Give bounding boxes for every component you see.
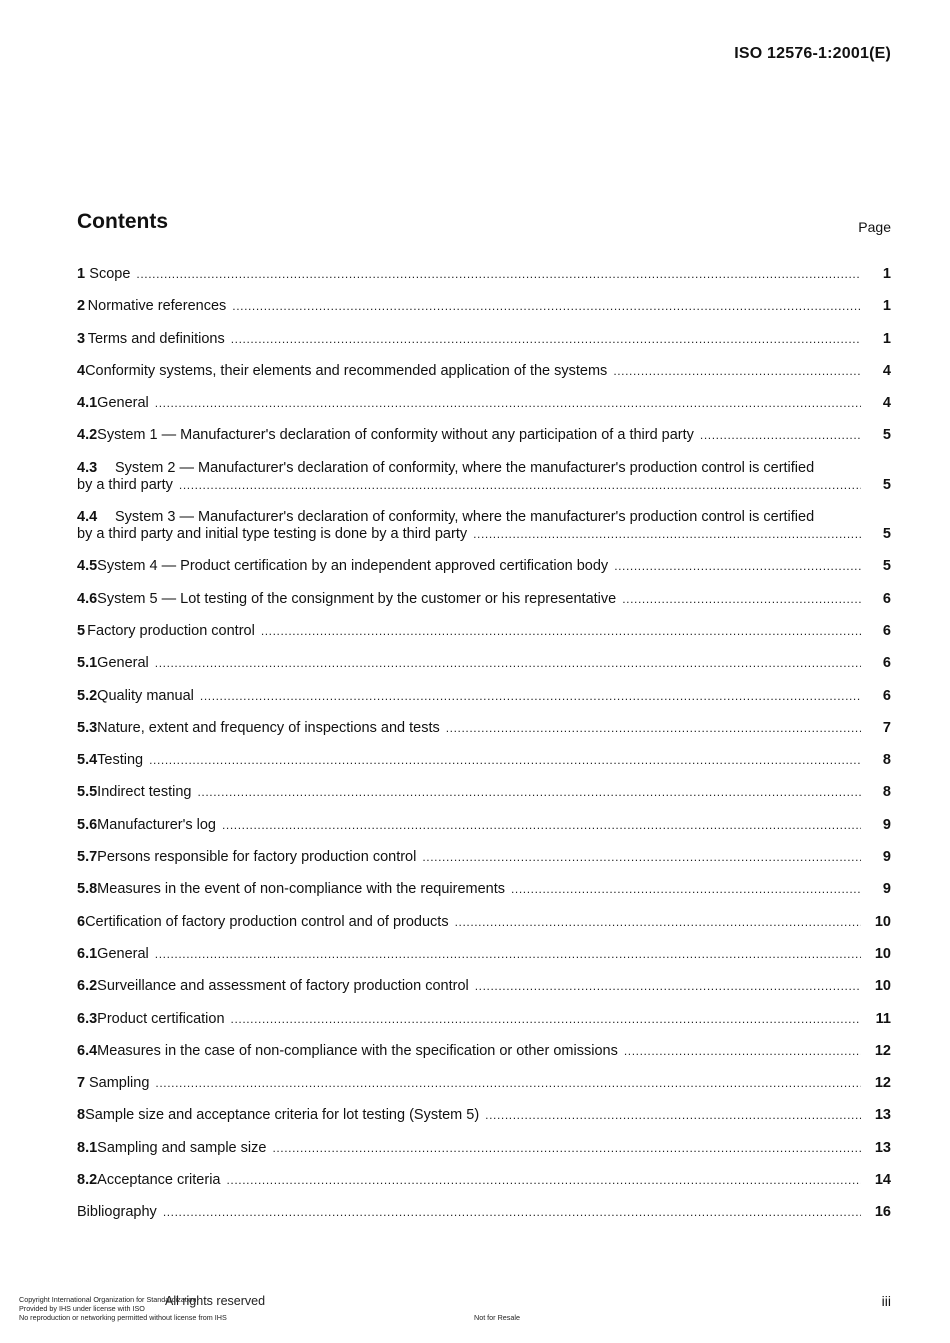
toc-entry-page: 10: [874, 945, 891, 962]
toc-entry-page: 8: [882, 752, 891, 769]
toc-entry[interactable]: [77, 298, 891, 315]
toc-entry[interactable]: [77, 1172, 891, 1189]
toc-entry-page: 9: [882, 816, 891, 833]
toc-entry-title: Scope: [89, 266, 131, 282]
dot-leader: [614, 558, 861, 575]
toc-entry-page: 8: [882, 784, 891, 801]
toc-entry-title: Product certification: [97, 1010, 225, 1027]
toc-entry-number: 6.1: [77, 945, 98, 962]
dot-leader: [155, 655, 861, 672]
toc-entry[interactable]: [77, 752, 891, 769]
toc-entry[interactable]: [77, 946, 891, 963]
toc-entry-number: 4.1: [77, 395, 98, 412]
toc-entry[interactable]: [77, 1043, 891, 1060]
dot-leader: [231, 331, 861, 348]
toc-entry[interactable]: [77, 363, 891, 380]
toc-entry-number: 7: [77, 1075, 86, 1092]
toc-entry-number: 2: [77, 298, 86, 315]
toc-entry-page: 12: [874, 1042, 891, 1059]
toc-entry-page: 11: [875, 1010, 891, 1027]
toc-entry[interactable]: [77, 427, 891, 444]
toc-entry-number: 5.3: [77, 719, 98, 736]
toc-entry-title: System 5 — Lot testing of the consignment by the customer or his representative: [97, 590, 617, 607]
dot-leader: [261, 623, 861, 640]
dot-leader: [613, 363, 861, 380]
toc-entry-number: 6.3: [77, 1010, 98, 1027]
toc-entry[interactable]: [77, 331, 891, 348]
toc-entry-page: 4: [882, 362, 891, 379]
not-for-resale: Not for Resale: [474, 1313, 520, 1322]
toc-entry-page: 10: [874, 913, 891, 930]
toc-entry-title: Surveillance and assessment of factory production control: [97, 978, 469, 995]
dot-leader: [226, 1172, 861, 1189]
copyright-line: No reproduction or networking permitted without license from IHS: [19, 1313, 227, 1322]
dot-leader: [136, 266, 861, 283]
dot-leader: [622, 591, 861, 608]
toc-entry-page: 9: [882, 849, 891, 866]
toc-entry-number: 8: [77, 1107, 86, 1124]
toc-entry-page: 6: [882, 590, 891, 607]
dot-leader: [231, 1011, 861, 1028]
toc-entry[interactable]: [77, 720, 891, 737]
toc-entry-title: Certification of factory production control and of products: [85, 913, 449, 930]
toc-entry-title: Indirect testing: [97, 784, 192, 801]
page-column-label: Page: [858, 219, 891, 235]
toc-entry-number: 1: [77, 266, 86, 282]
toc-entry-title: System 4 — Product certification by an independent approved certification body: [97, 558, 609, 575]
toc-entry[interactable]: [77, 266, 891, 283]
toc-entry-title: Nature, extent and frequency of inspections and tests: [97, 719, 440, 736]
toc-entry-page: 5: [882, 427, 891, 444]
document-id: ISO 12576-1:2001(E): [734, 45, 891, 62]
toc-entry-title: General: [97, 655, 149, 672]
toc-entry-number: 4.6: [77, 590, 98, 607]
toc-entry-title: System 2 — Manufacturer's declaration of conformity, where the manufacturer's production control is certified: [115, 459, 815, 476]
toc-entry[interactable]: [77, 395, 891, 412]
toc-entry[interactable]: [77, 1011, 891, 1028]
toc-entry-number: 5.5: [77, 784, 98, 801]
toc-entry-page: 7: [882, 719, 891, 736]
toc-entry-page: 5: [882, 526, 891, 543]
dot-leader: [624, 1043, 861, 1060]
toc-entry[interactable]: [77, 1204, 891, 1221]
toc-entry-title: Quality manual: [97, 687, 194, 704]
toc-entry[interactable]: [77, 623, 891, 640]
toc-entry-page: 6: [882, 655, 891, 672]
toc-entry-page: 13: [874, 1107, 891, 1124]
toc-entry-page: 6: [882, 687, 891, 704]
toc-entry-title: Acceptance criteria: [97, 1172, 221, 1189]
toc-entry-page: 1: [882, 330, 891, 347]
page-number: iii: [881, 1293, 891, 1309]
toc-entry-page: 1: [882, 266, 891, 282]
toc-entry-number: 6.4: [77, 1042, 98, 1059]
toc-entry-number: 4.5: [77, 558, 98, 575]
toc-entry-title-continued: by a third party and initial type testing is done by a third party: [77, 526, 468, 543]
toc-entry[interactable]: [77, 509, 891, 543]
dot-leader: [149, 752, 861, 769]
toc-entry-page: 13: [874, 1139, 891, 1156]
dot-leader: [455, 914, 861, 931]
table-of-contents: [77, 266, 891, 1237]
toc-entry-title: Measures in the event of non-compliance with the requirements: [97, 881, 505, 898]
toc-entry-title: Normative references: [87, 298, 227, 315]
toc-entry-page: 1: [882, 298, 891, 315]
toc-entry[interactable]: [77, 655, 891, 672]
toc-entry[interactable]: [77, 1107, 891, 1124]
toc-entry[interactable]: [77, 591, 891, 608]
toc-entry[interactable]: [77, 817, 891, 834]
toc-entry-title: Sampling and sample size: [97, 1139, 267, 1156]
dot-leader: [475, 978, 861, 995]
toc-entry-title: Manufacturer's log: [97, 816, 216, 833]
toc-entry[interactable]: [77, 1140, 891, 1157]
toc-entry[interactable]: [77, 688, 891, 705]
toc-entry-number: 5.2: [77, 687, 98, 704]
toc-entry-number: 6.2: [77, 978, 98, 995]
toc-entry-number: 4.2: [77, 427, 98, 444]
toc-entry-page: 9: [882, 881, 891, 898]
toc-entry-number: 5.8: [77, 881, 98, 898]
dot-leader: [446, 720, 861, 737]
toc-entry-title: Persons responsible for factory production control: [97, 849, 417, 866]
toc-entry[interactable]: [77, 784, 891, 801]
dot-leader: [197, 784, 861, 801]
toc-entry-title-continued: by a third party: [77, 476, 173, 493]
toc-entry-page: 12: [874, 1075, 891, 1092]
toc-entry-page: 4: [882, 395, 891, 412]
dot-leader: [232, 298, 861, 315]
toc-entry-title: Terms and definitions: [87, 330, 225, 347]
toc-entry-number: 5.1: [77, 655, 98, 672]
toc-entry-title: General: [97, 945, 149, 962]
copyright-line: Copyright International Organization for Standardization: [19, 1295, 197, 1304]
toc-entry-page: 5: [882, 558, 891, 575]
dot-leader: [485, 1107, 861, 1124]
dot-leader: [700, 427, 861, 444]
dot-leader: [511, 881, 861, 898]
toc-entry-number: 8.2: [77, 1172, 98, 1189]
toc-entry-page: 14: [874, 1172, 891, 1189]
dot-leader: [155, 946, 861, 963]
toc-entry-number: 6: [77, 913, 86, 930]
dot-leader: [272, 1140, 861, 1157]
toc-entry-page: 16: [874, 1204, 891, 1221]
toc-entry-number: 5.7: [77, 849, 98, 866]
toc-entry[interactable]: [77, 849, 891, 866]
toc-entry[interactable]: [77, 460, 891, 494]
toc-entry-title: Testing: [97, 752, 144, 769]
toc-entry-number: 4.3: [77, 459, 98, 476]
dot-leader: [179, 477, 861, 494]
toc-entry[interactable]: [77, 558, 891, 575]
toc-entry-page: 10: [874, 978, 891, 995]
toc-entry-title: Measures in the case of non-compliance with the specification or other omissions: [97, 1042, 618, 1059]
toc-entry-title: General: [97, 395, 149, 412]
toc-entry-number: 8.1: [77, 1139, 98, 1156]
toc-entry-title: Sample size and acceptance criteria for lot testing (System 5): [85, 1107, 480, 1124]
toc-entry-page: 5: [882, 476, 891, 493]
toc-entry[interactable]: [77, 1075, 891, 1092]
toc-entry-number: 3: [77, 330, 86, 347]
dot-leader: [200, 688, 861, 705]
toc-entry-number: 5.6: [77, 816, 98, 833]
toc-entry-number: 4: [77, 362, 86, 379]
toc-entry[interactable]: [77, 914, 891, 931]
copyright-line: Provided by IHS under license with ISO: [19, 1304, 145, 1313]
dot-leader: [155, 1075, 861, 1092]
toc-entry-title: Bibliography: [77, 1204, 157, 1221]
toc-entry-title: System 3 — Manufacturer's declaration of conformity, where the manufacturer's production control is certified: [115, 509, 815, 526]
toc-entry[interactable]: [77, 978, 891, 995]
toc-entry-page: 6: [882, 622, 891, 639]
toc-entry-number: 4.4: [77, 509, 98, 526]
toc-entry-title: System 1 — Manufacturer's declaration of conformity without any participation of a third party: [97, 427, 694, 444]
toc-entry[interactable]: [77, 881, 891, 898]
toc-entry-title: Factory production control: [87, 622, 255, 639]
contents-title: Contents: [77, 210, 168, 233]
dot-leader: [222, 817, 861, 834]
dot-leader: [163, 1204, 861, 1221]
toc-entry-title: Conformity systems, their elements and recommended application of the systems: [85, 362, 608, 379]
toc-entry-title: Sampling: [88, 1075, 150, 1092]
dot-leader: [422, 849, 861, 866]
toc-entry-number: 5: [77, 622, 86, 639]
dot-leader: [155, 395, 861, 412]
dot-leader: [473, 526, 861, 543]
rights-reserved: All rights reserved: [165, 1294, 266, 1308]
toc-entry-number: 5.4: [77, 752, 98, 769]
